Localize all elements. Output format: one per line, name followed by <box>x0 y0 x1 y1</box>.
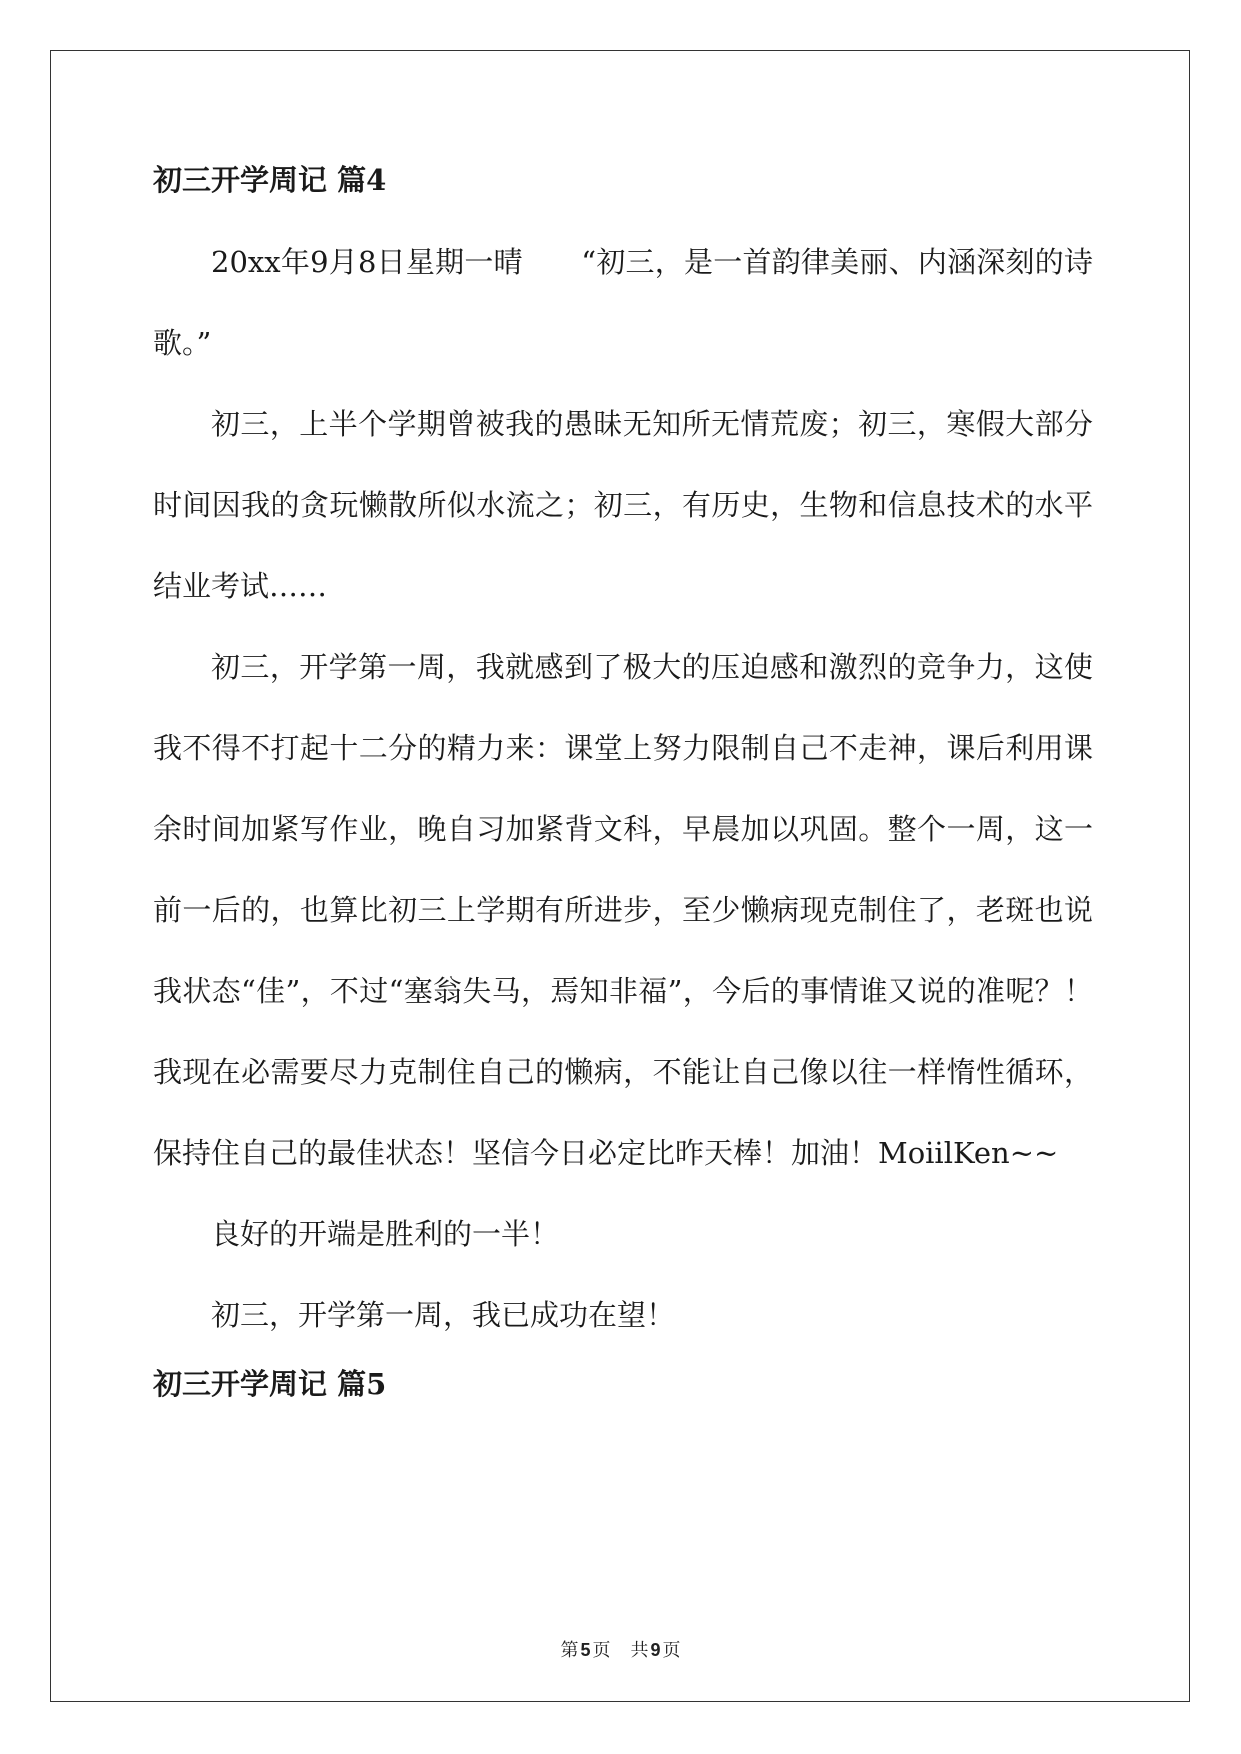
page-total-prefix: 共 <box>630 1640 649 1660</box>
paragraph-first-week: 初三，开学第一周，我就感到了极大的压迫感和激烈的竞争力，这使我不得不打起十二分的精力来：课堂上努力限制自己不走神，课后利用课余时间加紧写作业，晚自习加紧背文科，早晨加以巩固。整个一周，这一前一后的，也算比初三上学期有所进步，至少懒病现克制住了，老斑也说我状态“佳”，不过“塞翁失马，焉知非福”，今后的事情谁又说的准呢？！我现在必需要尽力克制住自己的懒病，不能让自己像以往一样惰性循环，保持住自己的最佳状态！坚信今日必定比昨天棒！加油！MoiilKen~~ <box>153 650 1093 1170</box>
page-footer <box>0 1636 1241 1662</box>
page-total: 9 <box>650 1640 661 1660</box>
paragraph-success: 初三，开学第一周，我已成功在望！ <box>211 1298 676 1332</box>
section-heading: 初三开学周记 篇4 <box>153 163 387 197</box>
document-body <box>153 160 1093 1404</box>
page-number-prefix: 第 <box>560 1640 579 1660</box>
paragraph-date-intro: 20xx年9月8日星期一晴 “初三，是一首韵律美丽、内涵深刻的诗歌。” <box>153 245 1093 360</box>
section-heading-next: 初三开学周记 篇5 <box>153 1367 387 1401</box>
page-number-suffix: 页 <box>592 1640 611 1660</box>
paragraph-reflection: 初三，上半个学期曾被我的愚昧无知所无情荒废；初三，寒假大部分时间因我的贪玩懒散所似水流之；初三，有历史，生物和信息技术的水平结业考试…… <box>153 407 1093 603</box>
paragraph-good-start: 良好的开端是胜利的一半！ <box>211 1217 560 1251</box>
page-number-current: 5 <box>580 1640 591 1660</box>
page-total-suffix: 页 <box>662 1640 681 1660</box>
